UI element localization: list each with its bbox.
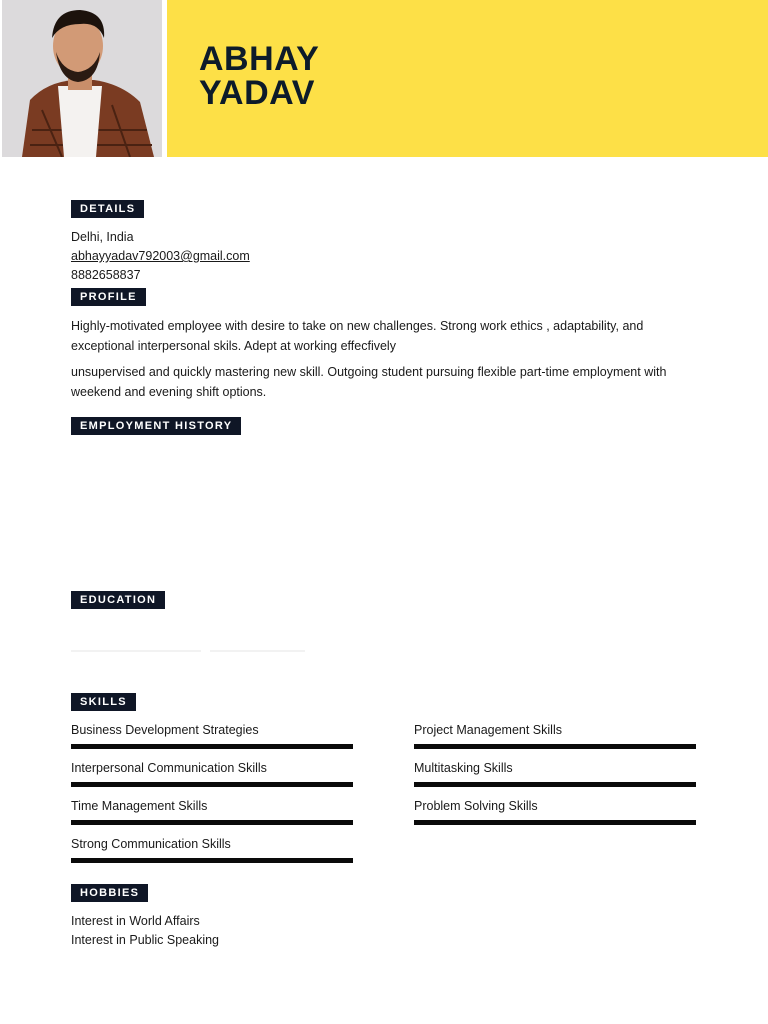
details-heading: DETAILS (71, 200, 144, 218)
skill-bar (71, 858, 353, 863)
location-text: Delhi, India (71, 230, 134, 244)
skill-bar (414, 782, 696, 787)
skill-label: Strong Communication Skills (71, 837, 231, 851)
skill-bar (71, 744, 353, 749)
skill-bar (414, 820, 696, 825)
education-heading: EDUCATION (71, 591, 165, 609)
skill-label: Business Development Strategies (71, 723, 259, 737)
skill-label: Time Management Skills (71, 799, 208, 813)
hobby-item: Interest in Public Speaking (71, 933, 220, 947)
faint-line (210, 650, 305, 652)
person-photo-icon (2, 0, 162, 157)
name-banner (167, 0, 768, 157)
skill-bar (414, 744, 696, 749)
profile-paragraph-1: Highly-motivated employee with desire to take on new challenges. Strong work ethics , adaptability, and exceptional interpersonal skils. Adept at working effecfively (71, 319, 644, 353)
hobbies-heading: HOBBIES (71, 884, 148, 902)
skill-label: Interpersonal Communication Skills (71, 761, 267, 775)
phone-text: 8882658837 (71, 268, 141, 282)
email-link[interactable]: abhayyadav792003@gmail.com (71, 249, 250, 263)
skills-heading: SKILLS (71, 693, 136, 711)
skill-label: Project Management Skills (414, 723, 562, 737)
profile-photo (2, 0, 162, 157)
profile-paragraph-2: unsupervised and quickly mastering new skill. Outgoing student pursuing flexible part-time employment with weekend and evening shift options. (71, 365, 667, 399)
first-name: ABHAY (199, 40, 320, 78)
last-name: YADAV (199, 74, 315, 112)
candidate-name (199, 42, 319, 110)
profile-heading: PROFILE (71, 288, 146, 306)
skill-bar (71, 820, 353, 825)
skill-label: Problem Solving Skills (414, 799, 538, 813)
skill-label: Multitasking Skills (414, 761, 513, 775)
skill-bar (71, 782, 353, 787)
hobby-item: Interest in World Affairs (71, 914, 200, 928)
header (0, 0, 768, 157)
employment-heading: EMPLOYMENT HISTORY (71, 417, 241, 435)
faint-line (71, 650, 201, 652)
